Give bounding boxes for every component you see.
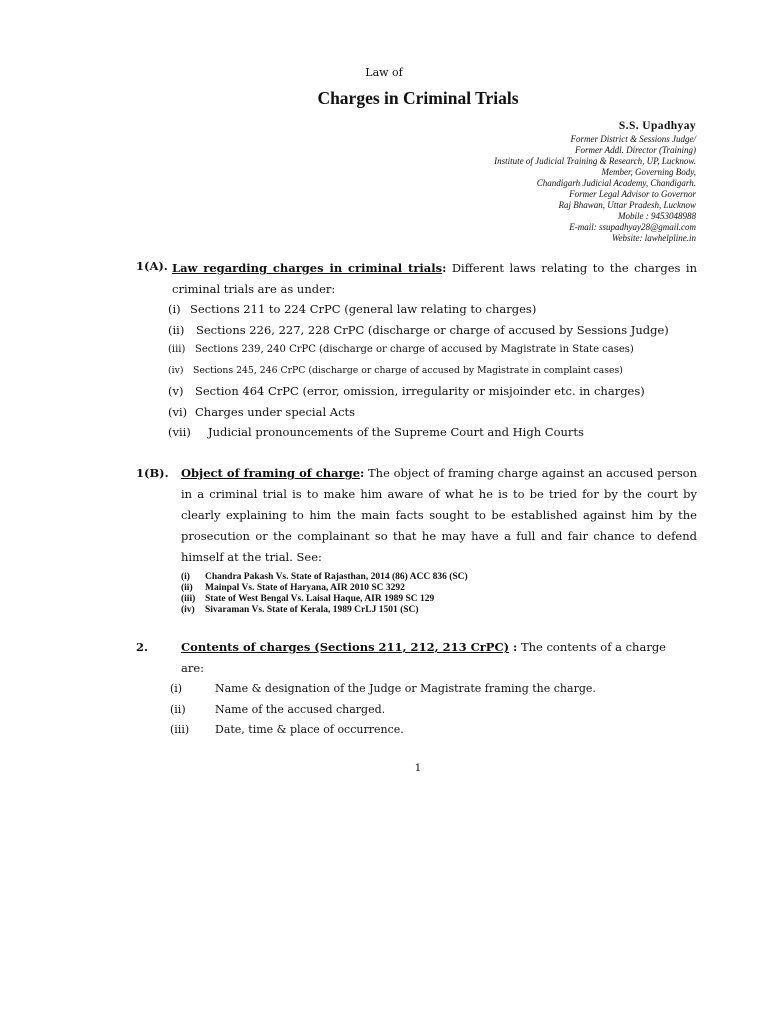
section-1a-paragraph (172, 258, 697, 300)
list-item: (iii) Sections 239, 240 CrPC (discharge or charge of accused by Magistrate in State cases) (168, 344, 634, 355)
author-block (494, 120, 696, 244)
section-1b-colon: : (360, 466, 365, 480)
section-2-number: 2. (136, 640, 149, 654)
list-item: (iv) Sections 245, 246 CrPC (discharge or charge of accused by Magistrate in complaint cases) (168, 364, 623, 376)
case-citation: (iv) Sivaraman Vs. State of Kerala, 1989 CrLJ 1501 (SC) (181, 605, 419, 615)
section-2-intro: The contents of a charge are: (181, 640, 666, 675)
section-1a-list (168, 299, 708, 443)
list-item: (i) Name & designation of the Judge or Magistrate framing the charge. (170, 682, 596, 695)
list-item: (vii) Judicial pronouncements of the Supreme Court and High Courts (168, 425, 584, 439)
section-1a-number: 1(A). (136, 259, 168, 273)
section-1a-heading: Law regarding charges in criminal trials (172, 261, 443, 275)
author-detail-line: Chandigarh Judicial Academy, Chandigarh. (536, 178, 696, 188)
author-detail-line: Member, Governing Body, (601, 167, 696, 177)
document-title: Charges in Criminal Trials (317, 88, 519, 108)
author-detail-line: Former Addl. Director (Training) (575, 145, 696, 155)
author-detail-line: Former Legal Advisor to Governor (569, 189, 696, 199)
section-1b-paragraph (181, 463, 697, 568)
list-item: (iii) Date, time & place of occurrence. (170, 723, 404, 736)
author-name: S.S. Upadhyay (618, 120, 696, 132)
case-citations (181, 572, 468, 616)
author-detail-line: Raj Bhawan, Uttar Pradesh, Lucknow (558, 200, 696, 210)
section-1b-number: 1(B). (136, 466, 169, 480)
section-1b-body: The object of framing charge against an accused person in a criminal trial is to make him aware of what he is to be tried for by the court by clearly explaining to him the main facts sought to be established against him by the prosecution or the complainant so that he may have a full and fair chance to defend himself at the trial. See: (181, 466, 698, 564)
section-1a-intro: Different laws relating to the charges in criminal trials are as under: (172, 261, 697, 296)
list-item: (vi) Charges under special Acts (168, 404, 356, 419)
section-2-list (170, 679, 596, 741)
author-detail-line: Former District & Sessions Judge/ (570, 134, 696, 144)
section-2-colon: : (509, 640, 518, 654)
list-item: (ii) Sections 226, 227, 228 CrPC (discharge or charge of accused by Sessions Judge) (168, 322, 669, 337)
section-2-heading: Contents of charges (Sections 211, 212, 213 CrPC) (181, 640, 510, 654)
page-number: 1 (414, 762, 422, 774)
list-item: (i) Sections 211 to 224 CrPC (general law relating to charges) (168, 302, 537, 316)
case-citation: (i) Chandra Pakash Vs. State of Rajasthan, 2014 (86) ACC 836 (SC) (181, 572, 468, 582)
list-item: (ii) Name of the accused charged. (170, 702, 386, 716)
section-1a-colon: : (442, 261, 447, 275)
section-1b-heading: Object of framing of charge (181, 466, 361, 480)
author-mobile: Mobile : 9453048988 (618, 211, 696, 221)
list-item: (v) Section 464 CrPC (error, omission, irregularity or misjoinder etc. in charges) (168, 384, 645, 398)
case-citation: (ii) Mainpal Vs. State of Haryana, AIR 2010 SC 3292 (181, 583, 405, 593)
section-2-paragraph (181, 637, 671, 679)
author-detail-line: Institute of Judicial Training & Research, UP, Lucknow. (494, 156, 696, 166)
case-citation: (iii) State of West Bengal Vs. Laisal Haque, AIR 1989 SC 129 (181, 594, 435, 604)
pre-title: Law of (365, 66, 403, 79)
author-website: Website: lawhelpline.in (611, 233, 696, 243)
author-email: E-mail: ssupadhyay28@gmail.com (569, 222, 696, 232)
